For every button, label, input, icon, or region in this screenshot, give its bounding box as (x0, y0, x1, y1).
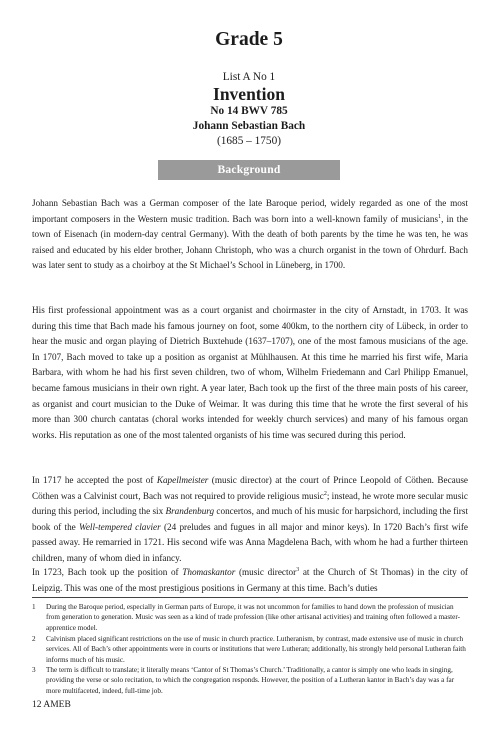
text-run: His first professional appointment was as a court organist and choirmaster in the city of Arnstadt, in 1703. It was during this time that Bach made his famous journey on foot, some 400km, to the northern city of Lübeck, in order to hear the music and organ playing of Dietrich Buxtehude (1637–1707), one of the most famous musicians of the age. In 1707, Bach moved to take up a position as organist at Mühlhausen. At this time he married his first wife, Maria Barbara, with whom he had his first seven children, two of whom, Wilhelm Friedemann and Carl Philipp Emanuel, became famous musicians in their own right. A year later, Bach took up the first of the three main posts of his career, as organist and court musician to the Duke of Weimar. It was during this time that he wrote the first several of his more than 300 church cantatas (choral works intended for weekly church services) and many of his famous organ works. His reputation as one of the most talented organists of his time was secured during this period. (32, 305, 468, 440)
catalogue-number: No 14 BWV 785 (210, 105, 288, 117)
text-run: Johann Sebastian Bach was a German composer of the late Baroque period, widely regarded as one of the most important composers in the Western music tradition. Bach was born into a well-known family of musicians (32, 198, 468, 224)
text-run: ; instead, he wrote more secular music during this period, including the six (32, 490, 468, 517)
footnote-ref: 2 (323, 490, 327, 497)
footnote-number: 2 (32, 635, 36, 643)
footnote-3 (32, 665, 468, 696)
italic-term: Well-tempered clavier (79, 521, 161, 532)
footnote-text: The term is difficult to translate; it literally means ‘Cantor of St Thomas’s Church.’ Traditionally, a cantor is simply one who leads in singing, providing the verse or solo recitation, to which the congregation responds. However, the position of a Lutheran kantor in Bach’s day was a far more multifaceted, indeed, full-time job. (46, 666, 455, 695)
composer-name: Johann Sebastian Bach (192, 120, 306, 132)
text-run: at the Church of St Thomas) in the city of Leipzig. This was one of the most prestigious positions in Germany at this time. Bach’s duties (32, 567, 468, 593)
footnote-text: During the Baroque period, especially in German parts of Europe, it was not uncommon for families to hand down the profession of musician from generation to generation. Music was seen as a kind of trade profession (like other artisanal activities) and training often followed a master-apprentice model. (46, 603, 460, 632)
text-run: (music director (235, 567, 297, 577)
text-run: In 1717 he accepted the post of (32, 475, 157, 485)
footnote-1 (32, 602, 468, 633)
footnote-divider (32, 597, 468, 598)
footnote-number: 3 (32, 666, 36, 674)
piece-title: Invention (213, 84, 285, 104)
section-heading-background: Background (158, 160, 340, 180)
footnote-text: Calvinism placed significant restrictions on the use of music in church practice. Lutheranism, by contrast, made extensive use of music in church services. All of Bach’s other appointments were in courts or institutions that were Lutheran; additionally, his strongly held personal Lutheran faith informs much of his music. (46, 635, 466, 664)
paragraph-early-life (32, 196, 468, 274)
footnote-number: 1 (32, 603, 36, 611)
list-number: List A No 1 (222, 71, 276, 83)
italic-term: Kapellmeister (156, 475, 209, 485)
paragraph-leipzig (32, 565, 468, 596)
paragraph-career-weimar (32, 303, 468, 443)
paragraph-cothen (32, 473, 468, 567)
footnote-2 (32, 634, 468, 665)
text-run: In 1723, Bach took up the position of (32, 567, 183, 577)
grade-heading: Grade 5 (215, 29, 283, 50)
text-run: (24 preludes and fugues in all major and minor keys). In 1720 Bach’s first wife passed away. He remarried in 1721. His second wife was Anna Magdelena Bach, with whom he had a further thirteen children, many of whom died in infancy. (32, 521, 468, 563)
italic-term: Brandenburg (165, 506, 215, 517)
text-run: concertos, and much of his music for harpsichord, including the first book of the (32, 506, 468, 532)
composer-dates: (1685 – 1750) (216, 135, 281, 147)
text-run: , in the town of Eisenach (in modern-day central Germany). With the death of both parents by the time he was ten, he was raised and educated by his elder brother, Johann Christoph, who was a church organist in the town of Ohrdurf. Bach was later sent to study as a choirboy at the St Michael’s School in Lüneberg, in 1700. (32, 213, 468, 271)
footnote-ref: 3 (296, 567, 300, 573)
italic-term: Thomaskantor (182, 567, 236, 577)
footnote-ref: 1 (438, 213, 442, 220)
text-run: (music director) at the court of Prince Leopold of Cöthen. Because Cöthen was a Calvinist court, Bach was not required to provide religious music (32, 475, 468, 501)
page-number: 12 AMEB (32, 700, 71, 710)
